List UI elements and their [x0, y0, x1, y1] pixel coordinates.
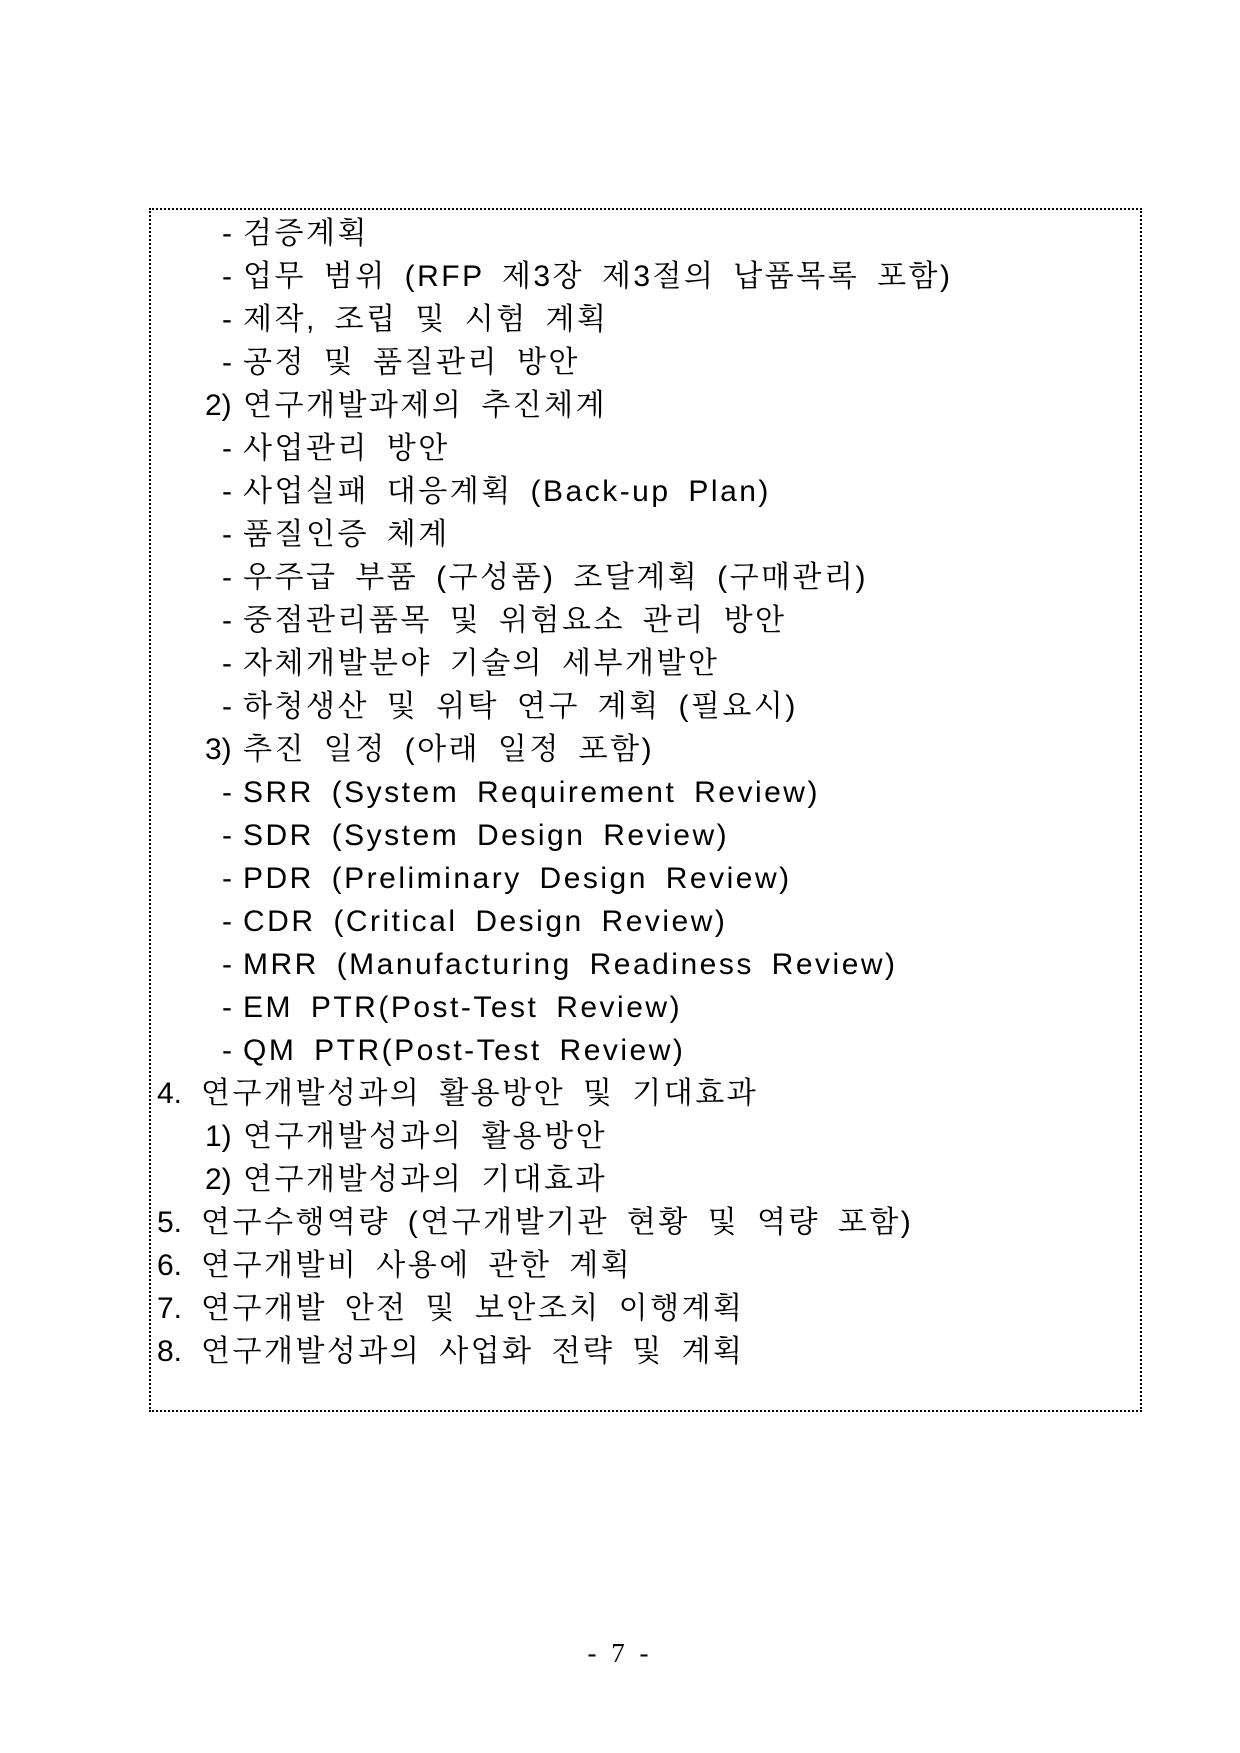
outline-box — [149, 208, 1142, 1412]
outline-item-text: 연구수행역량 (연구개발기관 현황 및 역량 포함) — [201, 1206, 914, 1239]
outline-item-marker: 6. — [157, 1249, 183, 1282]
outline-item-marker: - — [222, 561, 232, 594]
outline-item-marker: - — [222, 475, 232, 508]
outline-item — [151, 1201, 1132, 1244]
outline-item-text: SDR (System Design Review) — [243, 819, 730, 852]
outline-item-marker: 7. — [157, 1292, 183, 1325]
outline-item-text: 중점관리품목 및 위험요소 관리 방안 — [243, 604, 787, 637]
outline-item-text: 연구개발성과의 기대효과 — [243, 1163, 608, 1196]
outline-item-marker: 8. — [157, 1335, 183, 1368]
outline-item — [151, 255, 1132, 298]
outline-item-text: 연구개발비 사용에 관한 계획 — [201, 1249, 633, 1282]
outline-item-text: MRR (Manufacturing Readiness Review) — [243, 948, 898, 981]
outline-item-marker: 3) — [205, 733, 232, 766]
outline-item — [151, 1115, 1132, 1158]
outline-item — [151, 513, 1132, 556]
outline-item-text: EM PTR(Post-Test Review) — [243, 991, 683, 1024]
outline-item-text: 우주급 부품 (구성품) 조달계획 (구매관리) — [243, 561, 868, 594]
outline-item-marker: 2) — [205, 389, 232, 422]
outline-item-marker: - — [222, 518, 232, 551]
outline-item — [151, 556, 1132, 599]
outline-item — [151, 986, 1132, 1029]
outline-item-text: 사업관리 방안 — [243, 432, 450, 465]
outline-item-marker: - — [222, 776, 232, 809]
outline-item-marker: - — [222, 690, 232, 723]
outline-item — [151, 298, 1132, 341]
outline-item — [151, 857, 1132, 900]
outline-item-text: 연구개발성과의 활용방안 및 기대효과 — [201, 1077, 759, 1110]
outline-item-marker: 1) — [205, 1120, 232, 1153]
outline-item-marker: - — [222, 948, 232, 981]
outline-item-text: 사업실패 대응계획 (Back-up Plan) — [243, 475, 771, 508]
outline-item — [151, 1244, 1132, 1287]
outline-item-marker: 5. — [157, 1206, 183, 1239]
outline-item — [151, 212, 1132, 255]
outline-item — [151, 384, 1132, 427]
outline-item — [151, 685, 1132, 728]
outline-item-text: PDR (Preliminary Design Review) — [243, 862, 792, 895]
outline-item-text: 제작, 조립 및 시험 계획 — [243, 303, 609, 336]
outline-item-marker: - — [222, 905, 232, 938]
outline-item-text: 연구개발과제의 추진체계 — [243, 389, 608, 422]
outline-item-marker: - — [222, 991, 232, 1024]
outline-item-text: 자체개발분야 기술의 세부개발안 — [243, 647, 720, 680]
page-number: - 7 - — [587, 1638, 653, 1668]
outline-item-marker: 4. — [157, 1077, 183, 1110]
outline-item — [151, 1287, 1132, 1330]
outline-item — [151, 470, 1132, 513]
outline-item-text: 연구개발 안전 및 보안조치 이행계획 — [201, 1292, 745, 1325]
outline-item — [151, 900, 1132, 943]
outline-item-text: 검증계획 — [243, 217, 369, 250]
outline-item-marker: - — [222, 260, 232, 293]
outline-item — [151, 427, 1132, 470]
outline-list — [151, 212, 1132, 1373]
outline-item-text: 품질인증 체계 — [243, 518, 450, 551]
outline-item-marker: - — [222, 862, 232, 895]
outline-item-marker: - — [222, 647, 232, 680]
outline-item — [151, 642, 1132, 685]
outline-item — [151, 1330, 1132, 1373]
outline-item — [151, 1072, 1132, 1115]
outline-item — [151, 728, 1132, 771]
outline-item-marker: - — [222, 303, 232, 336]
outline-item-text: 연구개발성과의 활용방안 — [243, 1120, 608, 1153]
outline-item — [151, 814, 1132, 857]
outline-item-marker: 2) — [205, 1163, 232, 1196]
outline-item — [151, 1029, 1132, 1072]
outline-item-text: SRR (System Requirement Review) — [243, 776, 820, 809]
outline-item — [151, 599, 1132, 642]
outline-item-text: QM PTR(Post-Test Review) — [243, 1034, 686, 1067]
outline-item — [151, 1158, 1132, 1201]
outline-item — [151, 771, 1132, 814]
outline-item-text: 연구개발성과의 사업화 전략 및 계획 — [201, 1335, 745, 1368]
outline-item — [151, 341, 1132, 384]
outline-item-marker: - — [222, 432, 232, 465]
outline-item-marker: - — [222, 217, 232, 250]
outline-item-text: 공정 및 품질관리 방안 — [243, 346, 580, 379]
outline-item-marker: - — [222, 604, 232, 637]
outline-item-text: 업무 범위 (RFP 제3장 제3절의 납품목록 포함) — [243, 260, 953, 293]
outline-item-marker: - — [222, 819, 232, 852]
outline-item-text: 추진 일정 (아래 일정 포함) — [243, 733, 655, 766]
outline-item-marker: - — [222, 346, 232, 379]
outline-item-marker: - — [222, 1034, 232, 1067]
outline-item — [151, 943, 1132, 986]
outline-item-text: 하청생산 및 위탁 연구 계획 (필요시) — [243, 690, 798, 723]
outline-item-text: CDR (Critical Design Review) — [243, 905, 728, 938]
